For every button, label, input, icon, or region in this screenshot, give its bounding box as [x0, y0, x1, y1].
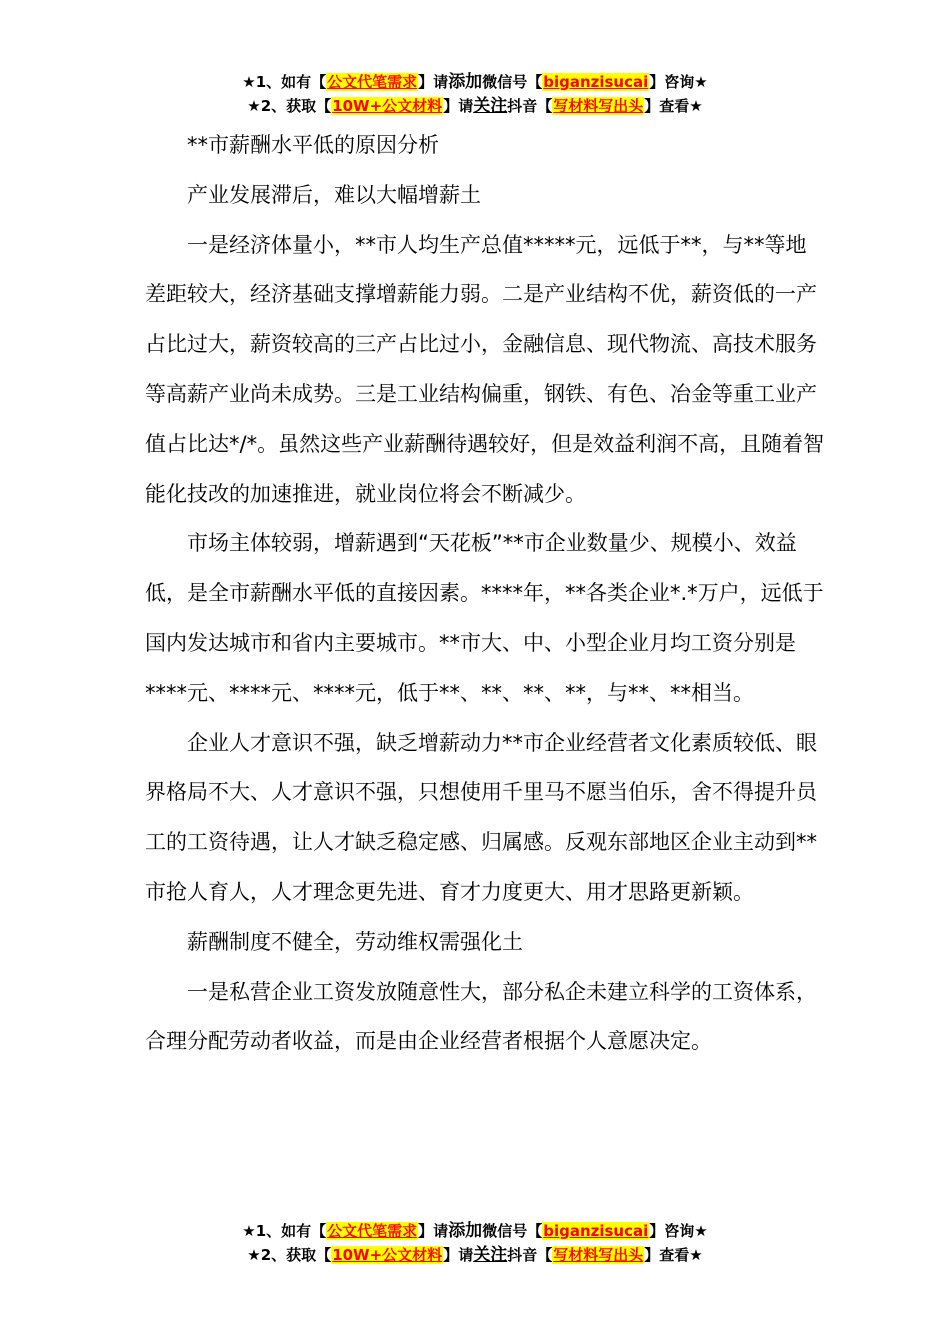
footer-banner: [0, 1219, 950, 1267]
paragraph: 市场主体较弱，增薪遇到“天花板”**市企业数量少、规模小、效益低，是全市薪酬水平低的直接因素。****年，**各类企业*.*万户，远低于国内发达城市和省内主要城市。**市大、中、小型企业月均工资分别是****元、****元、****元，低于**、**、**、**，与**、**相当。: [145, 531, 824, 705]
banner-text: ★1、如有【: [242, 1222, 327, 1240]
banner-text: 微信号【: [482, 1222, 543, 1240]
header-banner: [0, 70, 950, 118]
banner-line-2: [0, 94, 950, 118]
banner-text: 】请: [443, 1246, 474, 1264]
banner-text: 】请: [418, 1222, 449, 1240]
paragraph: 一是经济体量小，**市人均生产总值*****元，远低于**，与**等地差距较大，经济基础支撑增薪能力弱。二是产业结构不优，薪资低的一产占比过大，薪资较高的三产占比过小，金融信息、现代物流、高技术服务等高薪产业尚未成势。三是工业结构偏重，钢铁、有色、冶金等重工业产值占比达*/*。虽然这些产业薪酬待遇较好，但是效益利润不高，且随着智能化技改的加速推进，就业岗位将会不断减少。: [145, 232, 825, 506]
banner-text: 】请: [443, 97, 474, 115]
banner-emphasis: 添加: [448, 1221, 483, 1241]
banner-text: 】咨询★: [649, 73, 708, 91]
section-heading: 薪酬制度不健全，劳动维权需强化土: [187, 929, 523, 954]
banner-text: 】请: [418, 73, 449, 91]
banner-text: 抖音【: [507, 1246, 553, 1264]
document-body: [145, 121, 825, 1067]
paragraph: 一是私营企业工资发放随意性大，部分私企未建立科学的工资体系，合理分配劳动者收益，而是由企业经营者根据个人意愿决定。: [145, 979, 817, 1054]
banner-text: 抖音【: [507, 97, 553, 115]
paragraph: 企业人才意识不强，缺乏增薪动力**市企业经营者文化素质较低、眼界格局不大、人才意识不强，只想使用千里马不愿当伯乐，舍不得提升员工的工资待遇，让人才缺乏稳定感、归属感。反观东部地区企业主动到**市抢人育人，人才理念更先进、育才力度更大、用才思路更新颖。: [145, 730, 817, 904]
highlight-wechat-id: biganzisucai: [543, 73, 649, 91]
banner-line-2: [0, 1243, 950, 1267]
banner-emphasis: 添加: [448, 72, 483, 92]
banner-text: 】查看★: [644, 97, 703, 115]
banner-line-1: [0, 1219, 950, 1243]
highlight-ghostwriting: 公文代笔需求: [327, 1222, 418, 1240]
banner-emphasis: 关注: [473, 96, 508, 116]
highlight-douyin-account: 写材料写出头: [553, 97, 644, 115]
banner-text: ★2、获取【: [247, 1246, 332, 1264]
banner-line-1: [0, 70, 950, 94]
section-heading: 产业发展滞后，难以大幅增薪土: [187, 182, 481, 207]
highlight-materials: 10W+公文材料: [332, 1246, 443, 1264]
banner-emphasis: 关注: [473, 1245, 508, 1265]
banner-text: ★2、获取【: [247, 97, 332, 115]
banner-text: 】查看★: [644, 1246, 703, 1264]
document-title: **市薪酬水平低的原因分析: [187, 133, 439, 157]
banner-text: 】咨询★: [649, 1222, 708, 1240]
highlight-materials: 10W+公文材料: [332, 97, 443, 115]
banner-text: 微信号【: [482, 73, 543, 91]
highlight-wechat-id: biganzisucai: [543, 1222, 649, 1240]
banner-text: ★1、如有【: [242, 73, 327, 91]
highlight-douyin-account: 写材料写出头: [553, 1246, 644, 1264]
highlight-ghostwriting: 公文代笔需求: [327, 73, 418, 91]
